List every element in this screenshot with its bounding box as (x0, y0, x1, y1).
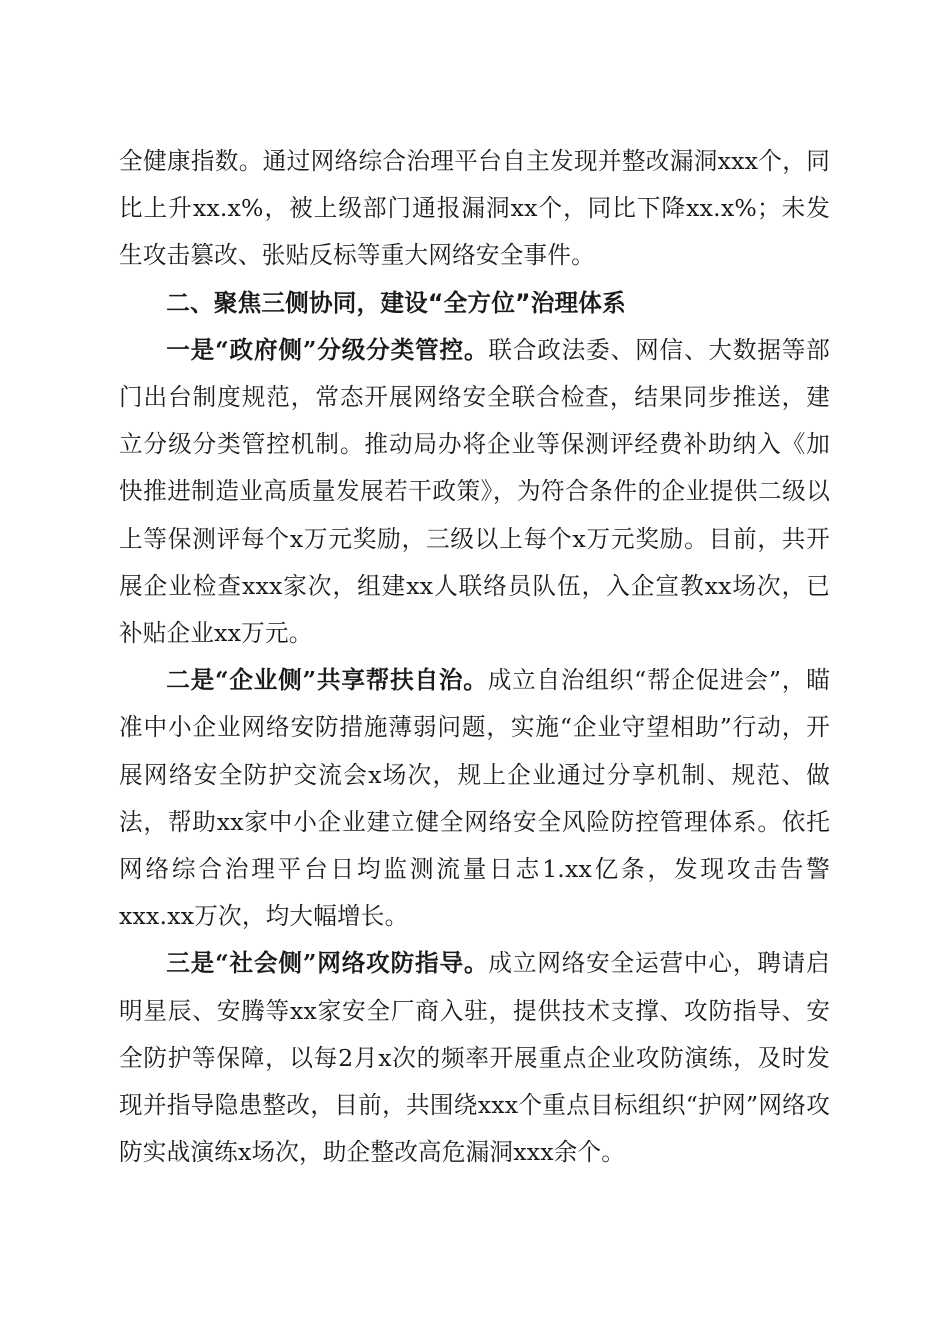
continuation-paragraph: 全健康指数。通过网络综合治理平台自主发现并整改漏洞xxx个，同比上升xx.x%，被上级部门通报漏洞xx个，同比下降xx.x%；未发生攻击篡改、张贴反标等重大网络安全事件。 (119, 147, 830, 270)
paragraph-enterprise-side (119, 657, 830, 940)
document-page (119, 138, 830, 1176)
paragraph-body: 联合政法委、网信、大数据等部门出台制度规范，常态开展网络安全联合检查，结果同步推送，建立分级分类管控机制。推动局办将企业等保测评经费补助纳入《加快推进制造业高质量发展若干政策》，为符合条件的企业提供二级以上等保测评每个x万元奖励，三级以上每个x万元奖励。目前，共开展企业检查xxx家次，组建xx人联络员队伍，入企宣教xx场次，已补贴企业xx万元。 (119, 335, 830, 648)
paragraph-government-side (119, 327, 830, 657)
paragraph-body: 成立网络安全运营中心，聘请启明星辰、安腾等xx家安全厂商入驻，提供技术支撑、攻防指导、安全防护等保障，以每2月x次的频率开展重点企业攻防演练，及时发现并指导隐患整改，目前，共围绕xxx个重点目标组织“护网”网络攻防实战演练x场次，助企整改高危漏洞xxx余个。 (119, 949, 830, 1167)
paragraph-lead: 三是“社会侧”网络攻防指导。 (166, 949, 489, 978)
paragraph-lead: 一是“政府侧”分级分类管控。 (166, 335, 489, 364)
paragraph-body: 成立自治组织“帮企促进会”，瞄准中小企业网络安防措施薄弱问题，实施“企业守望相助”行动，开展网络安全防护交流会x场次，规上企业通过分享机制、规范、做法，帮助xx家中小企业建立健全网络安全风险防控管理体系。依托网络综合治理平台日均监测流量日志1.xx亿条，发现攻击告警xxx.xx万次，均大幅增长。 (119, 666, 830, 931)
paragraph-lead: 二是“企业侧”共享帮扶自治。 (166, 666, 488, 695)
paragraph-society-side (119, 940, 830, 1176)
section-heading: 二、聚焦三侧协同，建设“全方位”治理体系 (166, 288, 626, 317)
